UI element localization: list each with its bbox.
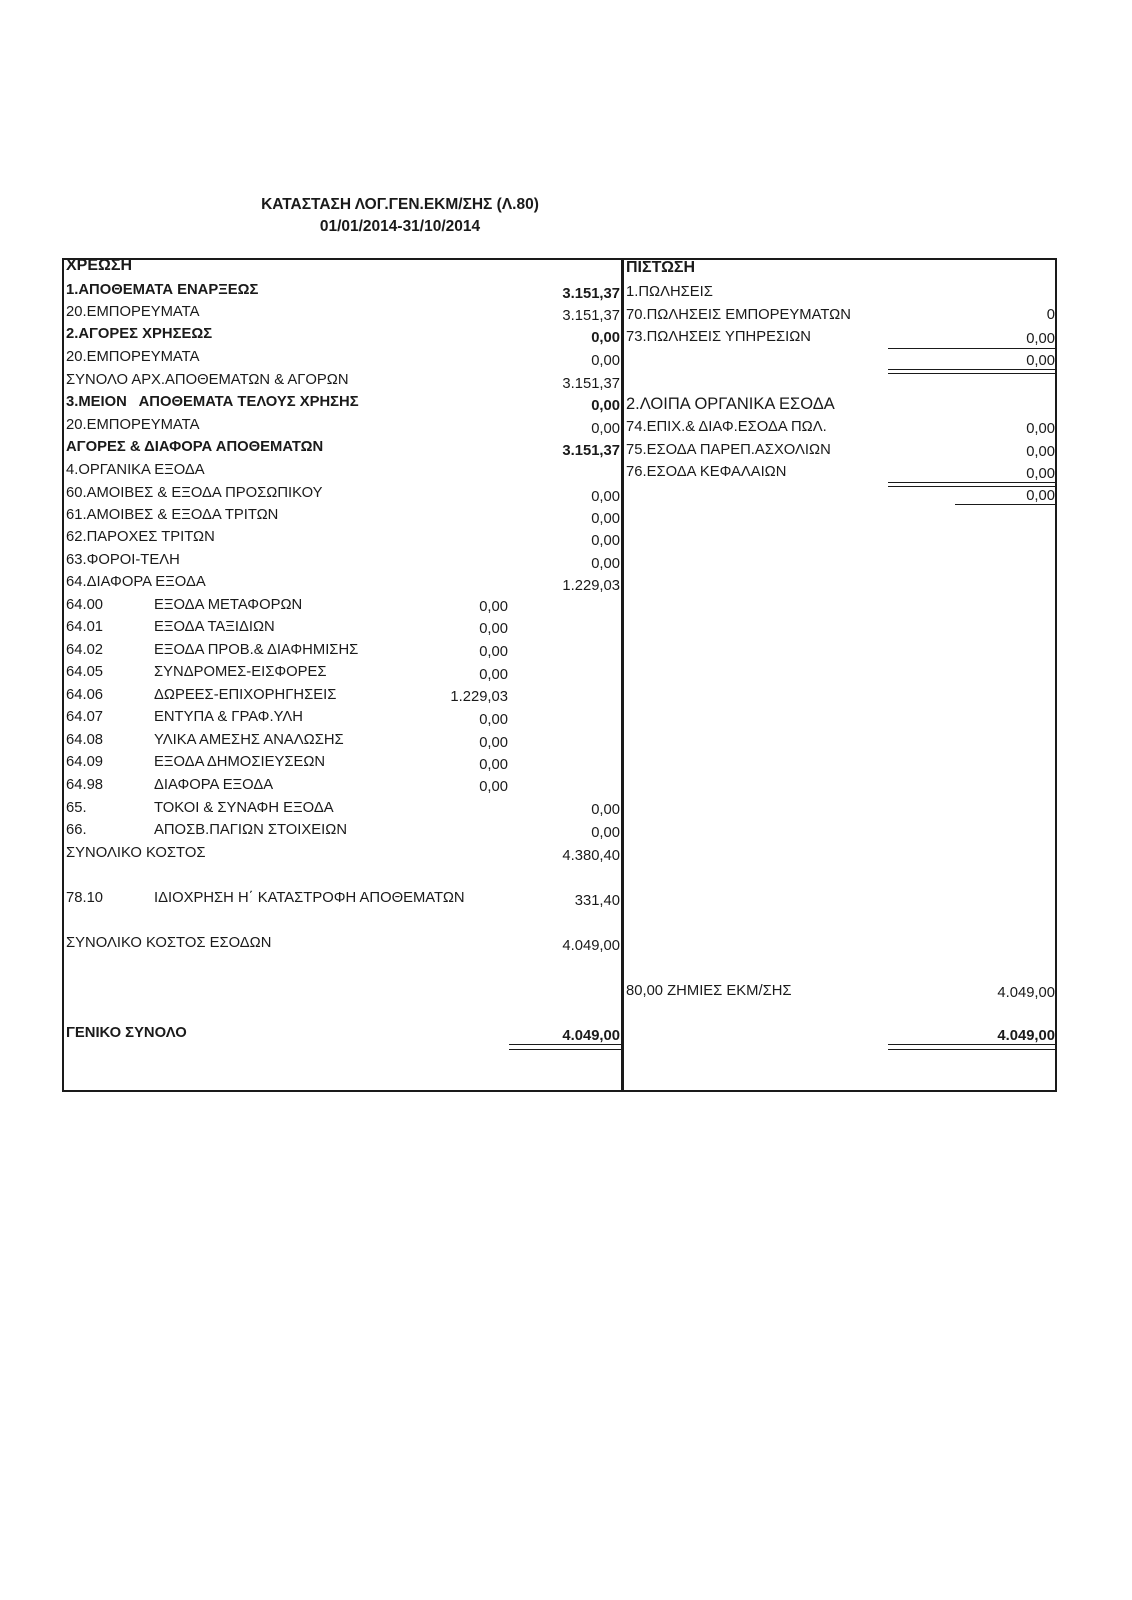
debit-row-value: 1.229,03: [562, 578, 620, 594]
sub-row-code: 64.00: [66, 597, 104, 613]
credit-row-label: 70.ΠΩΛΗΣΕΙΣ ΕΜΠΟΡΕΥΜΑΤΩΝ: [626, 307, 851, 323]
self-use-label: ΙΔΙΟΧΡΗΣΗ Η΄ ΚΑΤΑΣΤΡΟΦΗ ΑΠΟΘΕΜΑΤΩΝ: [154, 890, 465, 906]
debit-row-label: 4.ΟΡΓΑΝΙΚΑ ΕΞΟΔΑ: [66, 462, 205, 478]
debit-row-value: 0,00: [591, 533, 620, 549]
sub-row-code: 64.09: [66, 754, 104, 770]
sub-row-label: ΕΞΟΔΑ ΤΑΞΙΔΙΩΝ: [154, 619, 275, 635]
debit-row-label: 20.ΕΜΠΟΡΕΥΜΑΤΑ: [66, 349, 200, 365]
sales-label: 1.ΠΩΛΗΣΕΙΣ: [626, 284, 713, 300]
debit-grand-total-label: ΓΕΝΙΚΟ ΣΥΝΟΛΟ: [66, 1025, 187, 1041]
sub-row-label: ΣΥΝΔΡΟΜΕΣ-ΕΙΣΦΟΡΕΣ: [154, 664, 327, 680]
sub-row-value: 0,00: [479, 712, 508, 728]
other-income-subtotal-line: [888, 482, 1055, 483]
other-row-code: 66.: [66, 822, 87, 838]
sub-row-label: ΥΛΙΚΑ ΑΜΕΣΗΣ ΑΝΑΛΩΣΗΣ: [154, 732, 344, 748]
credit-row-value: 0,00: [1026, 444, 1055, 460]
losses-label: 80,00 ΖΗΜΙΕΣ ΕΚΜ/ΣΗΣ: [626, 983, 792, 999]
sub-row-label: ΔΩΡΕΕΣ-ΕΠΙΧΟΡΗΓΗΣΕΙΣ: [154, 687, 337, 703]
debit-row-value: 0,00: [591, 556, 620, 572]
debit-header: ΧΡΕΩΣΗ: [66, 257, 132, 274]
debit-row-label: 64.ΔΙΑΦΟΡΑ ΕΞΟΔΑ: [66, 574, 206, 590]
debit-row-value: 0,00: [591, 353, 620, 369]
credit-row-label: 73.ΠΩΛΗΣΕΙΣ ΥΠΗΡΕΣΙΩΝ: [626, 329, 811, 345]
other-income-total-underline: [955, 504, 1055, 505]
debit-row-value: 0,00: [591, 511, 620, 527]
sub-row-code: 64.07: [66, 709, 104, 725]
credit-total-underline: [888, 1044, 1055, 1045]
credit-row-value: 0: [1046, 307, 1055, 323]
sub-row-value: 1.229,03: [450, 689, 508, 705]
sub-row-value: 0,00: [479, 667, 508, 683]
sub-row-value: 0,00: [479, 644, 508, 660]
debit-row-value: 3.151,37: [562, 443, 620, 459]
debit-row-value: 0,00: [591, 398, 620, 414]
debit-row-value: 0,00: [591, 489, 620, 505]
debit-row-label: 61.ΑΜΟΙΒΕΣ & ΕΞΟΔΑ ΤΡΙΤΩΝ: [66, 507, 279, 523]
credit-row-label: 76.ΕΣΟΔΑ ΚΕΦΑΛΑΙΩΝ: [626, 464, 787, 480]
debit-total-underline: [509, 1049, 621, 1050]
debit-total-underline: [509, 1044, 621, 1045]
credit-row-label: 75.ΕΣΟΔΑ ΠΑΡΕΠ.ΑΣΧΟΛΙΩΝ: [626, 442, 831, 458]
other-income-total: 0,00: [1026, 488, 1055, 504]
sales-total: 0,00: [1026, 353, 1055, 369]
total-cost-value: 4.380,40: [562, 848, 620, 864]
report-period: 01/01/2014-31/10/2014: [319, 218, 481, 235]
sales-total-underline: [888, 369, 1055, 370]
sub-row-value: 0,00: [479, 599, 508, 615]
debit-row-label: 20.ΕΜΠΟΡΕΥΜΑΤΑ: [66, 417, 200, 433]
debit-row-value: 3.151,37: [562, 286, 620, 302]
debit-row-label: 60.ΑΜΟΙΒΕΣ & ΕΞΟΔΑ ΠΡΟΣΩΠΙΚΟΥ: [66, 485, 323, 501]
credit-row-label: 74.ΕΠΙΧ.& ΔΙΑΦ.ΕΣΟΔΑ ΠΩΛ.: [626, 419, 827, 435]
sub-row-code: 64.98: [66, 777, 104, 793]
credit-total-underline: [888, 1049, 1055, 1050]
other-row-value: 0,00: [591, 802, 620, 818]
sub-row-value: 0,00: [479, 779, 508, 795]
column-divider: [621, 258, 624, 1092]
sales-subtotal-line: [888, 348, 1055, 349]
sales-total-underline: [888, 373, 1055, 374]
debit-row-label: 62.ΠΑΡΟΧΕΣ ΤΡΙΤΩΝ: [66, 529, 215, 545]
sub-row-code: 64.01: [66, 619, 104, 635]
sub-row-code: 64.06: [66, 687, 104, 703]
debit-row-label: 63.ΦΟΡΟΙ-ΤΕΛΗ: [66, 552, 180, 568]
sub-row-label: ΕΞΟΔΑ ΔΗΜΟΣΙΕΥΣΕΩΝ: [154, 754, 326, 770]
losses-value: 4.049,00: [997, 985, 1055, 1001]
credit-grand-total-value: 4.049,00: [997, 1028, 1055, 1044]
sub-row-label: ΕΞΟΔΑ ΠΡΟΒ.& ΔΙΑΦΗΜΙΣΗΣ: [154, 642, 359, 658]
sub-row-value: 0,00: [479, 735, 508, 751]
debit-row-value: 0,00: [591, 421, 620, 437]
sub-row-label: ΕΝΤΥΠΑ & ΓΡΑΦ.ΥΛΗ: [154, 709, 303, 725]
debit-row-label: 20.ΕΜΠΟΡΕΥΜΑΤΑ: [66, 304, 200, 320]
sub-row-code: 64.08: [66, 732, 104, 748]
other-income-label: 2.ΛΟΙΠΑ ΟΡΓΑΝΙΚΑ ΕΣΟΔΑ: [626, 395, 835, 413]
report-title: ΚΑΤΑΣΤΑΣΗ ΛΟΓ.ΓΕΝ.ΕΚΜ/ΣΗΣ (Λ.80): [261, 196, 539, 213]
sub-row-code: 64.05: [66, 664, 104, 680]
other-row-label: ΑΠΟΣΒ.ΠΑΓΙΩΝ ΣΤΟΙΧΕΙΩΝ: [154, 822, 348, 838]
debit-row-label: ΣΥΝΟΛΟ ΑΡΧ.ΑΠΟΘΕΜΑΤΩΝ & ΑΓΟΡΩΝ: [66, 372, 349, 388]
credit-row-value: 0,00: [1026, 421, 1055, 437]
sub-row-code: 64.02: [66, 642, 104, 658]
debit-row-label: 3.ΜΕΙΟΝ ΑΠΟΘΕΜΑΤΑ ΤΕΛΟΥΣ ΧΡΗΣΗΣ: [66, 394, 359, 410]
sub-row-value: 0,00: [479, 621, 508, 637]
self-use-value: 331,40: [574, 893, 620, 909]
debit-row-label: 2.ΑΓΟΡΕΣ ΧΡΗΣΕΩΣ: [66, 326, 213, 342]
credit-row-value: 0,00: [1026, 331, 1055, 347]
debit-grand-total-value: 4.049,00: [562, 1028, 620, 1044]
self-use-code: 78.10: [66, 890, 104, 906]
debit-row-label: 1.ΑΠΟΘΕΜΑΤΑ ΕΝΑΡΞΕΩΣ: [66, 282, 259, 298]
debit-row-value: 3.151,37: [562, 376, 620, 392]
sub-row-label: ΔΙΑΦΟΡΑ ΕΞΟΔΑ: [154, 777, 274, 793]
total-cost-income-label: ΣΥΝΟΛΙΚΟ ΚΟΣΤΟΣ ΕΣΟΔΩΝ: [66, 935, 272, 951]
debit-row-label: ΑΓΟΡΕΣ & ΔΙΑΦΟΡΑ ΑΠΟΘΕΜΑΤΩΝ: [66, 439, 324, 455]
other-row-label: ΤΟΚΟΙ & ΣΥΝΑΦΗ ΕΞΟΔΑ: [154, 800, 334, 816]
total-cost-income-value: 4.049,00: [562, 938, 620, 954]
other-row-code: 65.: [66, 800, 87, 816]
sub-row-value: 0,00: [479, 757, 508, 773]
sub-row-label: ΕΞΟΔΑ ΜΕΤΑΦΟΡΩΝ: [154, 597, 303, 613]
other-row-value: 0,00: [591, 825, 620, 841]
total-cost-label: ΣΥΝΟΛΙΚΟ ΚΟΣΤΟΣ: [66, 845, 206, 861]
credit-header: ΠΙΣΤΩΣΗ: [626, 259, 696, 276]
debit-row-value: 0,00: [591, 330, 620, 346]
debit-row-value: 3.151,37: [562, 308, 620, 324]
credit-row-value: 0,00: [1026, 466, 1055, 482]
